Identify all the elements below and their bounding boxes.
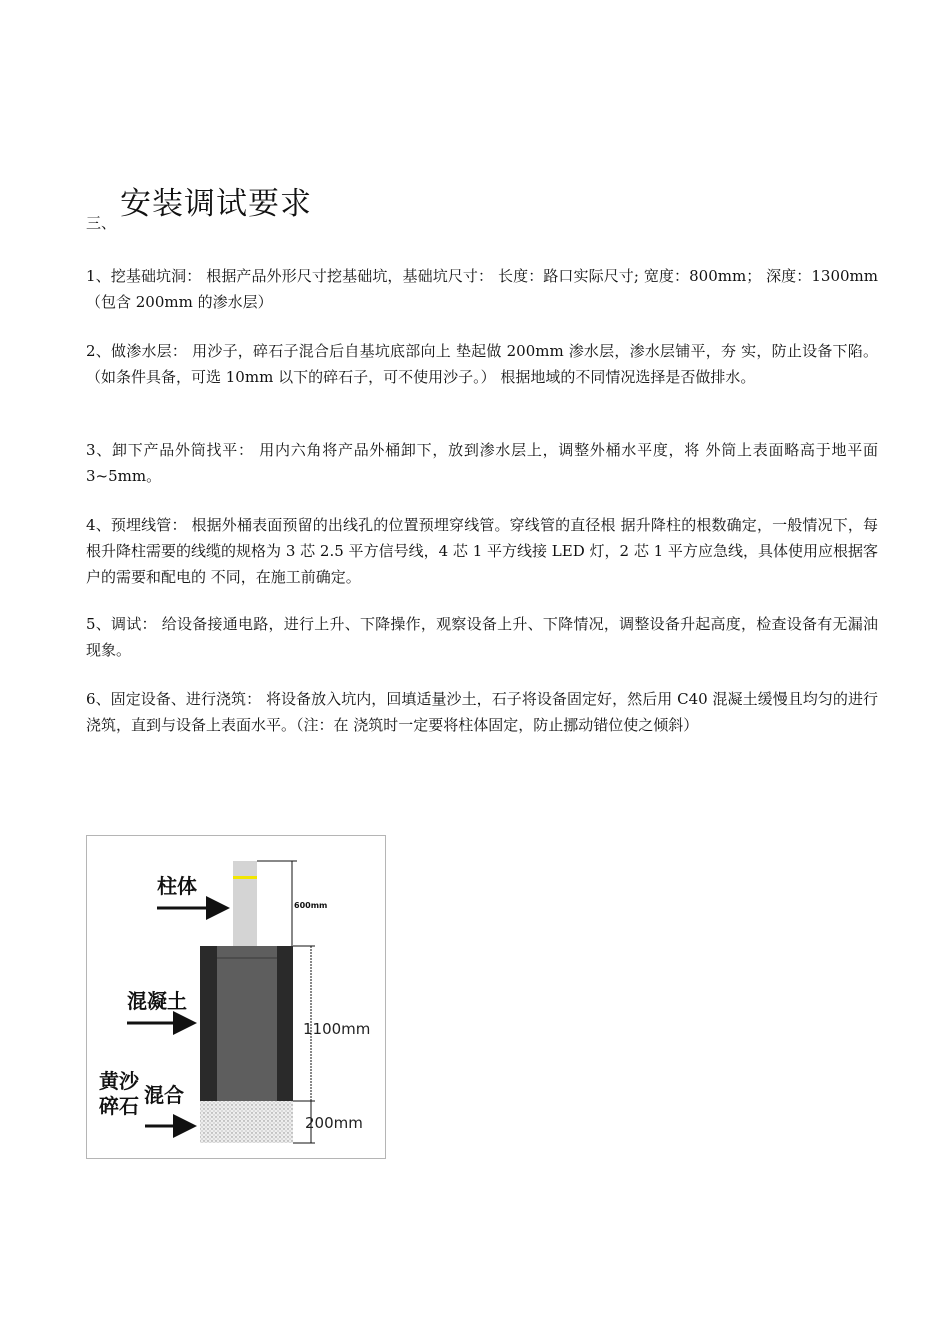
- label-concrete: 混凝土: [127, 989, 187, 1013]
- gravel-layer: [200, 1101, 293, 1143]
- label-gravel: 碎石: [99, 1094, 139, 1118]
- step-3-paragraph: 3、卸下产品外筒找平： 用内六角将产品外桶卸下，放到渗水层上，调整外桶水平度，将 外筒上表面略高于地平面 3~5mm。: [86, 441, 878, 485]
- column-warning-stripe: [233, 876, 257, 879]
- label-column: 柱体: [157, 874, 197, 898]
- section-heading: [86, 178, 486, 238]
- step-5-paragraph: 5、调试： 给设备接通电路，进行上升、下降操作，观察设备上升、下降情况，调整设备升起高度，检查设备有无漏油现象。: [86, 615, 878, 659]
- concrete-inner: [217, 946, 277, 1101]
- dim-600-text: 600mm: [294, 901, 328, 910]
- step-2-paragraph: 2、做渗水层： 用沙子，碎石子混合后自基坑底部向上 垫起做 200mm 渗水层，渗水层铺平，夯 实，防止设备下陷。（如条件具备，可选 10mm 以下的碎石子，可不使用沙子。） 根据地域的不同情况选择是否做排水。: [86, 342, 878, 386]
- column-shaft: [233, 861, 257, 946]
- dim-200-text: 200mm: [305, 1114, 363, 1132]
- installation-diagram-svg: [87, 836, 385, 1158]
- dim-1100-text: 1100mm: [303, 1020, 371, 1038]
- label-sand: 黄沙: [99, 1069, 139, 1093]
- step-6-paragraph: 6、固定设备、进行浇筑： 将设备放入坑内，回填适量沙土，石子将设备固定好，然后用 C40 混凝土缓慢且均匀的进行浇筑，直到与设备上表面水平。（注：在 浇筑时一定要将柱体固定，防止挪动错位使之倾斜）: [86, 690, 878, 734]
- section-number: 三、: [86, 214, 117, 232]
- installation-diagram: [86, 835, 386, 1159]
- step-4-paragraph: 4、预埋线管： 根据外桶表面预留的出线孔的位置预埋穿线管。穿线管的直径根 据升降柱的根数确定，一般情况下，每根升降柱需要的线缆的规格为 3 芯 2.5 平方信号线，4 芯 1 平方线接 LED 灯，2 芯 1 平方应急线，具体使用应根据客户的需要和配电的 不同，在施工前确定。: [86, 516, 878, 586]
- section-title: 安装调试要求: [120, 186, 312, 222]
- step-1-paragraph: 1、挖基础坑洞： 根据产品外形尺寸挖基础坑，基础坑尺寸： 长度：路口实际尺寸; 宽度：800mm； 深度：1300mm（包含 200mm 的渗水层）: [86, 267, 878, 311]
- label-mix: 混合: [144, 1083, 184, 1107]
